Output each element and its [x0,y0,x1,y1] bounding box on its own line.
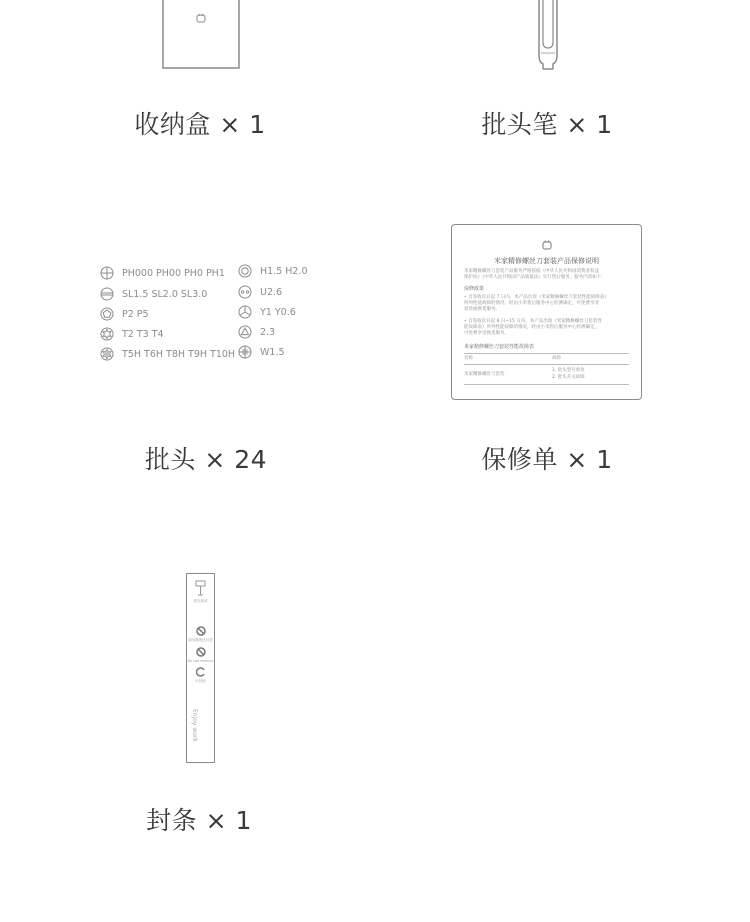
caption-seal-strip: 封条 × 1 [146,806,252,835]
warranty-col-name: 名称 [464,356,473,361]
tri-wing-bit-icon [238,305,252,319]
bit-label: T5H T6H T8H T9H T10H [122,348,236,360]
seal-strip-illustration [186,573,215,763]
caption-storage-box: 收纳盒 × 1 [134,110,266,139]
seal-label: 请先阅读 [193,599,208,603]
warranty-policy-line: 可免费享受换货服务。 [464,331,509,336]
bit-label: H1.5 H2.0 [260,265,308,277]
bit-label: SL1.5 SL2.0 SL3.0 [122,288,208,300]
divider [464,384,629,385]
warranty-policy-line: 所列性能故障的情况，经由小米售后服务中心检测确定，可免费享受 [464,301,599,306]
bit-label: PH000 PH00 PH0 PH1 [122,267,225,279]
warranty-col-fault: 故障 [552,356,561,361]
warranty-row-name: 米家精修螺丝刀套装 [464,372,505,377]
warranty-card-illustration [451,224,642,400]
w-bit-icon [238,345,252,359]
pentalobe-bit-icon [100,307,114,321]
triangle-bit-icon [238,325,252,339]
caption-warranty-card: 保修单 × 1 [481,445,613,474]
bit-label: T2 T3 T4 [122,328,164,340]
warranty-policy-line: • 自签收次日起 7 日内，本产品出现《米家精修螺丝刀套装性能故障表》 [464,295,609,300]
warranty-policy-line: 退货或换货服务。 [464,307,500,312]
bit-row [100,287,207,301]
divider [464,364,629,365]
torx-bit-icon [100,327,114,341]
bit-label: P2 P5 [122,308,149,320]
bit-label: W1.5 [260,346,285,358]
bit-row [238,325,275,339]
bit-label: U2.6 [260,286,283,298]
warranty-table-heading: 米家精修螺丝刀套装性能故障表 [464,344,535,350]
recycle-icon [196,667,206,677]
warranty-policy-line: • 自签收次日起 8 日~15 日内，本产品出现《米家精修螺丝刀套装性 [464,319,602,324]
screwdriver-pen-illustration [537,0,559,72]
bit-row [100,266,225,280]
bit-row [100,327,164,341]
phillips-bit-icon [100,266,114,280]
bit-label: Y1 Y0.6 [260,306,296,318]
divider [464,353,629,354]
caption-bits: 批头 × 24 [144,445,268,474]
bit-row [238,264,308,278]
bit-label: 2.3 [260,326,276,338]
slotted-bit-icon [100,287,114,301]
warranty-intro-line: 保护法》《中华人民共和国产品质量法》实行售后服务，服务内容如下： [464,275,606,280]
mi-logo-icon [542,240,552,250]
no-tear-icon [196,626,206,636]
seal-vertical-text: Enjoy work [191,709,198,742]
bit-row [100,307,149,321]
bit-row [238,285,282,299]
seal-label: Do not remove [187,659,214,663]
caption-screwdriver-pen: 批头笔 × 1 [481,110,613,139]
warranty-row-fault: 2. 批头开关故障 [552,375,585,380]
seal-label: 可回收 [195,679,206,683]
bit-row [238,345,285,359]
hex-bit-icon [238,264,252,278]
bit-row [100,347,235,361]
storage-box-illustration [162,0,240,70]
warranty-title: 米家精修螺丝刀套装产品保修说明 [494,257,599,265]
warranty-policy-line: 能故障表》所列性能故障的情况，经由小米售后服务中心检测确定， [464,325,599,330]
warranty-policy-heading: 保修政策 [464,286,485,292]
no-remove-icon [196,647,206,657]
screwdriver-icon [195,580,207,598]
seal-label: 请勿撕毁此封条 [188,638,213,642]
u-bit-icon [238,285,252,299]
bit-row [238,305,296,319]
warranty-row-fault: 1. 批头型号重复 [552,368,585,373]
warranty-intro-line: 米家精修螺丝刀套装产品服务严格依据《中华人民共和国消费者权益 [464,269,599,274]
torx-security-bit-icon [100,347,114,361]
